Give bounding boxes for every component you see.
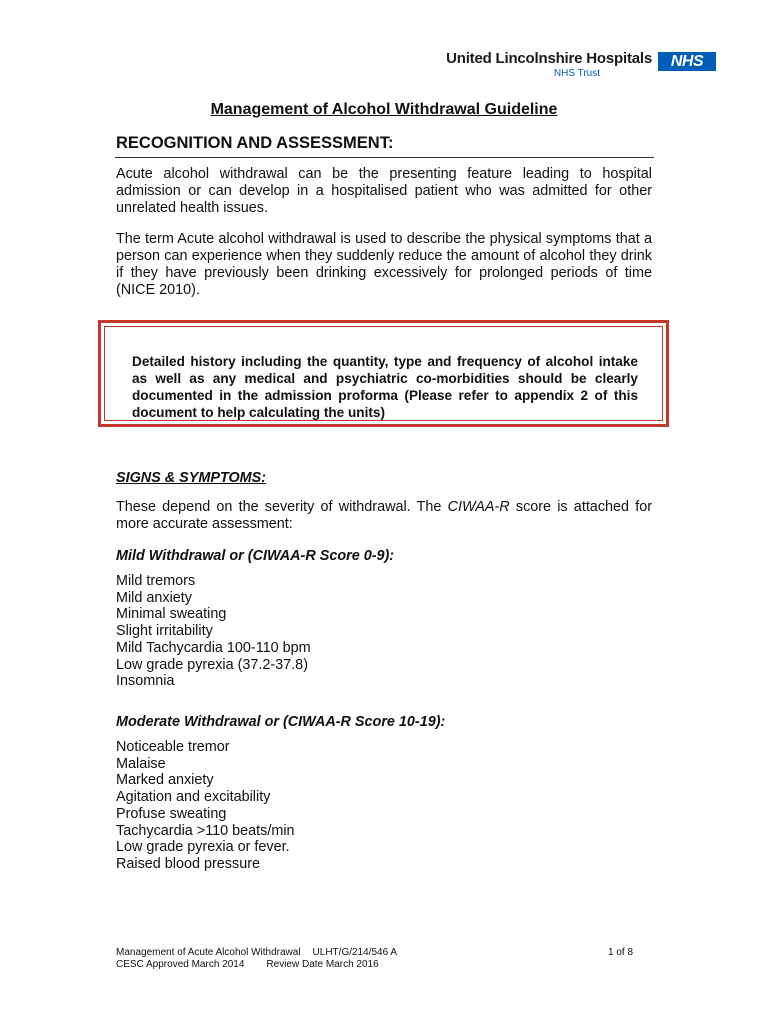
footer-approved: CESC Approved March 2014: [116, 959, 245, 970]
list-item: Slight irritability: [116, 623, 213, 640]
list-item: Tachycardia >110 beats/min: [116, 822, 295, 839]
list-item: Insomnia: [116, 673, 175, 690]
list-item: Mild tremors: [116, 573, 196, 589]
list-item: Minimal sweating: [116, 606, 227, 623]
list-item: Agitation and excitability: [116, 789, 271, 806]
org-name: United Lincolnshire Hospitals: [446, 50, 652, 67]
footer-line-1: [116, 947, 397, 959]
footer-document-info: [116, 947, 397, 971]
footer-doc-ref: ULHT/G/214/546 A: [312, 947, 398, 958]
list-item: Raised blood pressure: [116, 855, 260, 872]
paragraph-intro: Acute alcohol withdrawal can be the presenting feature leading to hospital admission or can develop in a hospitalised patient who was admitted for other unrelated health issues.: [116, 166, 652, 216]
callout-box: [98, 320, 669, 427]
moderate-symptoms-list: [116, 739, 295, 873]
mild-symptoms-list: [116, 573, 311, 690]
moderate-withdrawal-heading: Moderate Withdrawal or (CIWAA-R Score 10-19):: [116, 714, 446, 730]
list-item: Noticeable tremor: [116, 739, 230, 755]
heading-divider: [115, 157, 654, 158]
severity-text-after: score is attached for more accurate assessment:: [116, 499, 652, 532]
footer-line-2: [116, 959, 397, 971]
callout-text: Detailed history including the quantity, type and frequency of alcohol intake as well as any medical and psychiatric co-morbidities should be clearly documented in the admission proforma (Please refer to appendix 2 of this document to help calculating the units): [104, 326, 663, 421]
mild-withdrawal-heading: Mild Withdrawal or (CIWAA-R Score 0-9):: [116, 548, 395, 564]
list-item: Malaise: [116, 755, 166, 772]
section-heading: RECOGNITION AND ASSESSMENT:: [116, 134, 394, 152]
org-subtitle: NHS Trust: [553, 68, 600, 79]
footer-doc-name: Management of Acute Alcohol Withdrawal: [116, 947, 301, 958]
list-item: Mild Tachycardia 100-110 bpm: [116, 639, 311, 656]
ciwaa-term: CIWAA-R: [447, 499, 510, 515]
list-item: Marked anxiety: [116, 772, 214, 789]
paragraph-severity: [116, 499, 652, 533]
header-branding: [446, 50, 704, 79]
list-item: Low grade pyrexia (37.2-37.8): [116, 656, 308, 673]
list-item: Mild anxiety: [116, 589, 192, 606]
page-number: 1 of 8: [608, 947, 634, 958]
nhs-logo: NHS: [658, 52, 716, 71]
paragraph-definition: The term Acute alcohol withdrawal is used to describe the physical symptoms that a person can experience when they suddenly reduce the amount of alcohol they drink if they have previously been drinking excessively for prolonged periods of time (NICE 2010).: [116, 231, 652, 298]
footer-review-date: Review Date March 2016: [266, 959, 379, 970]
list-item: Low grade pyrexia or fever.: [116, 839, 290, 856]
list-item: Profuse sweating: [116, 805, 227, 822]
document-title: Management of Alcohol Withdrawal Guideline: [210, 101, 558, 118]
signs-symptoms-heading: SIGNS & SYMPTOMS:: [116, 470, 267, 486]
severity-text-before: These depend on the severity of withdrawal. The: [116, 499, 448, 515]
